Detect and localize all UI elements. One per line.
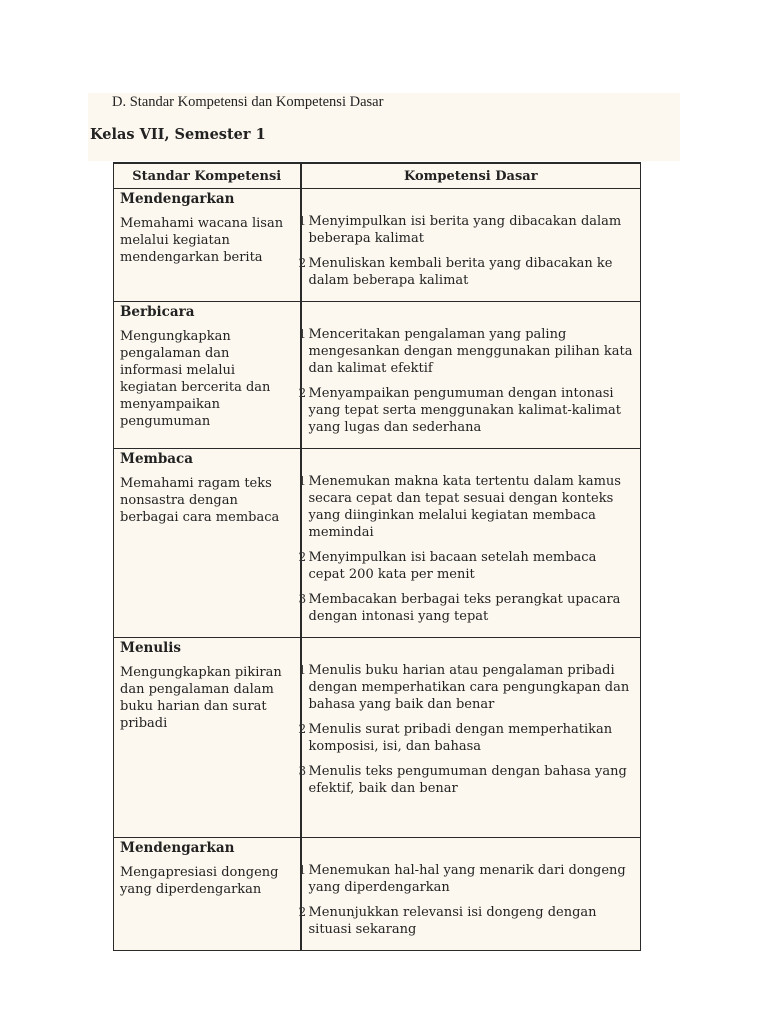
standar-kompetensi-text: Memahami ragam teks nonsastra dengan berbagai cara membaca — [120, 476, 280, 525]
standar-kompetensi-cell — [114, 189, 301, 302]
table-row — [114, 189, 641, 302]
header-standar-kompetensi: Standar Kompetensi — [114, 163, 301, 189]
standar-kompetensi-text: Mengungkapkan pengalaman dan informasi melalui kegiatan bercerita dan menyampaikan pengumuman — [120, 329, 271, 429]
aspek-label: Menulis — [120, 640, 182, 656]
kompetensi-dasar-cell — [298, 302, 641, 449]
item-text: Menunjukkan relevansi isi dongeng dengan situasi sekarang — [308, 905, 597, 937]
table-row — [114, 638, 641, 838]
kompetensi-dasar-cell — [298, 638, 641, 838]
aspek-label: Membaca — [120, 451, 193, 467]
table-row — [114, 838, 641, 951]
item-text: Menulis teks pengumuman dengan bahasa yang efektif, baik dan benar — [308, 764, 627, 796]
item-number: 1 — [298, 863, 307, 877]
section-title: D. Standar Kompetensi dan Kompetensi Dasar — [112, 94, 384, 110]
list-item — [298, 904, 637, 938]
table-header-row — [114, 163, 641, 189]
item-text: Menyimpulkan isi berita yang dibacakan dalam beberapa kalimat — [308, 214, 622, 246]
list-item — [298, 721, 637, 755]
kompetensi-dasar-list — [298, 302, 641, 448]
list-item — [298, 213, 637, 247]
aspek-label: Berbicara — [120, 304, 195, 320]
competency-table — [113, 162, 641, 951]
kompetensi-dasar-list — [298, 838, 641, 950]
list-item — [298, 473, 637, 541]
standar-kompetensi-cell — [114, 449, 301, 638]
table-row — [114, 449, 641, 638]
item-text: Menemukan makna kata tertentu dalam kamus secara cepat dan tepat sesuai dengan konteks yang diinginkan melalui kegiatan membaca memindai — [308, 474, 621, 540]
item-text: Membacakan berbagai teks perangkat upacara dengan intonasi yang tepat — [308, 592, 621, 624]
aspek-label: Mendengarkan — [120, 840, 235, 856]
list-item — [298, 591, 637, 625]
standar-kompetensi-cell — [114, 838, 301, 951]
kelas-title: Kelas VII, Semester 1 — [90, 126, 266, 143]
header-kompetensi-dasar: Kompetensi Dasar — [301, 163, 641, 189]
kompetensi-dasar-list — [298, 638, 641, 809]
item-number: 2 — [298, 905, 307, 919]
list-item — [298, 326, 637, 377]
item-text: Menuliskan kembali berita yang dibacakan ke dalam beberapa kalimat — [308, 256, 613, 288]
item-text: Menulis buku harian atau pengalaman pribadi dengan memperhatikan cara pengungkapan dan bahasa yang baik dan benar — [308, 663, 630, 712]
list-item — [298, 385, 637, 436]
item-text: Menemukan hal-hal yang menarik dari dongeng yang diperdengarkan — [308, 863, 626, 895]
standar-kompetensi-text: Mengungkapkan pikiran dan pengalaman dalam buku harian dan surat pribadi — [120, 665, 282, 731]
table-body — [114, 189, 641, 951]
item-text: Menyampaikan pengumuman dengan intonasi yang tepat serta menggunakan kalimat-kalimat yang lugas dan sederhana — [308, 386, 622, 435]
item-text: Menyimpulkan isi bacaan setelah membaca cepat 200 kata per menit — [308, 550, 597, 582]
list-item — [298, 255, 637, 289]
kompetensi-dasar-cell — [298, 838, 641, 951]
item-number: 2 — [298, 386, 307, 400]
list-item — [298, 763, 637, 797]
item-number: 3 — [298, 592, 307, 606]
standar-kompetensi-text: Memahami wacana lisan melalui kegiatan mendengarkan berita — [120, 216, 284, 265]
standar-kompetensi-cell — [114, 302, 301, 449]
kompetensi-dasar-list — [298, 449, 641, 637]
item-number: 1 — [298, 214, 307, 228]
list-item — [298, 662, 637, 713]
kompetensi-dasar-cell — [298, 189, 641, 302]
aspek-label: Mendengarkan — [120, 191, 235, 207]
kompetensi-dasar-list — [298, 189, 641, 301]
list-item — [298, 549, 637, 583]
list-item — [298, 862, 637, 896]
standar-kompetensi-cell — [114, 638, 301, 838]
item-number: 1 — [298, 474, 307, 488]
item-number: 1 — [298, 663, 307, 677]
item-number: 1 — [298, 327, 307, 341]
item-number: 3 — [298, 764, 307, 778]
table-row — [114, 302, 641, 449]
item-number: 2 — [298, 722, 307, 736]
item-number: 2 — [298, 550, 307, 564]
item-number: 2 — [298, 256, 307, 270]
standar-kompetensi-text: Mengapresiasi dongeng yang diperdengarkan — [120, 865, 279, 897]
item-text: Menceritakan pengalaman yang paling mengesankan dengan menggunakan pilihan kata dan kalimat efektif — [308, 327, 633, 376]
item-text: Menulis surat pribadi dengan memperhatikan komposisi, isi, dan bahasa — [308, 722, 613, 754]
kompetensi-dasar-cell — [298, 449, 641, 638]
